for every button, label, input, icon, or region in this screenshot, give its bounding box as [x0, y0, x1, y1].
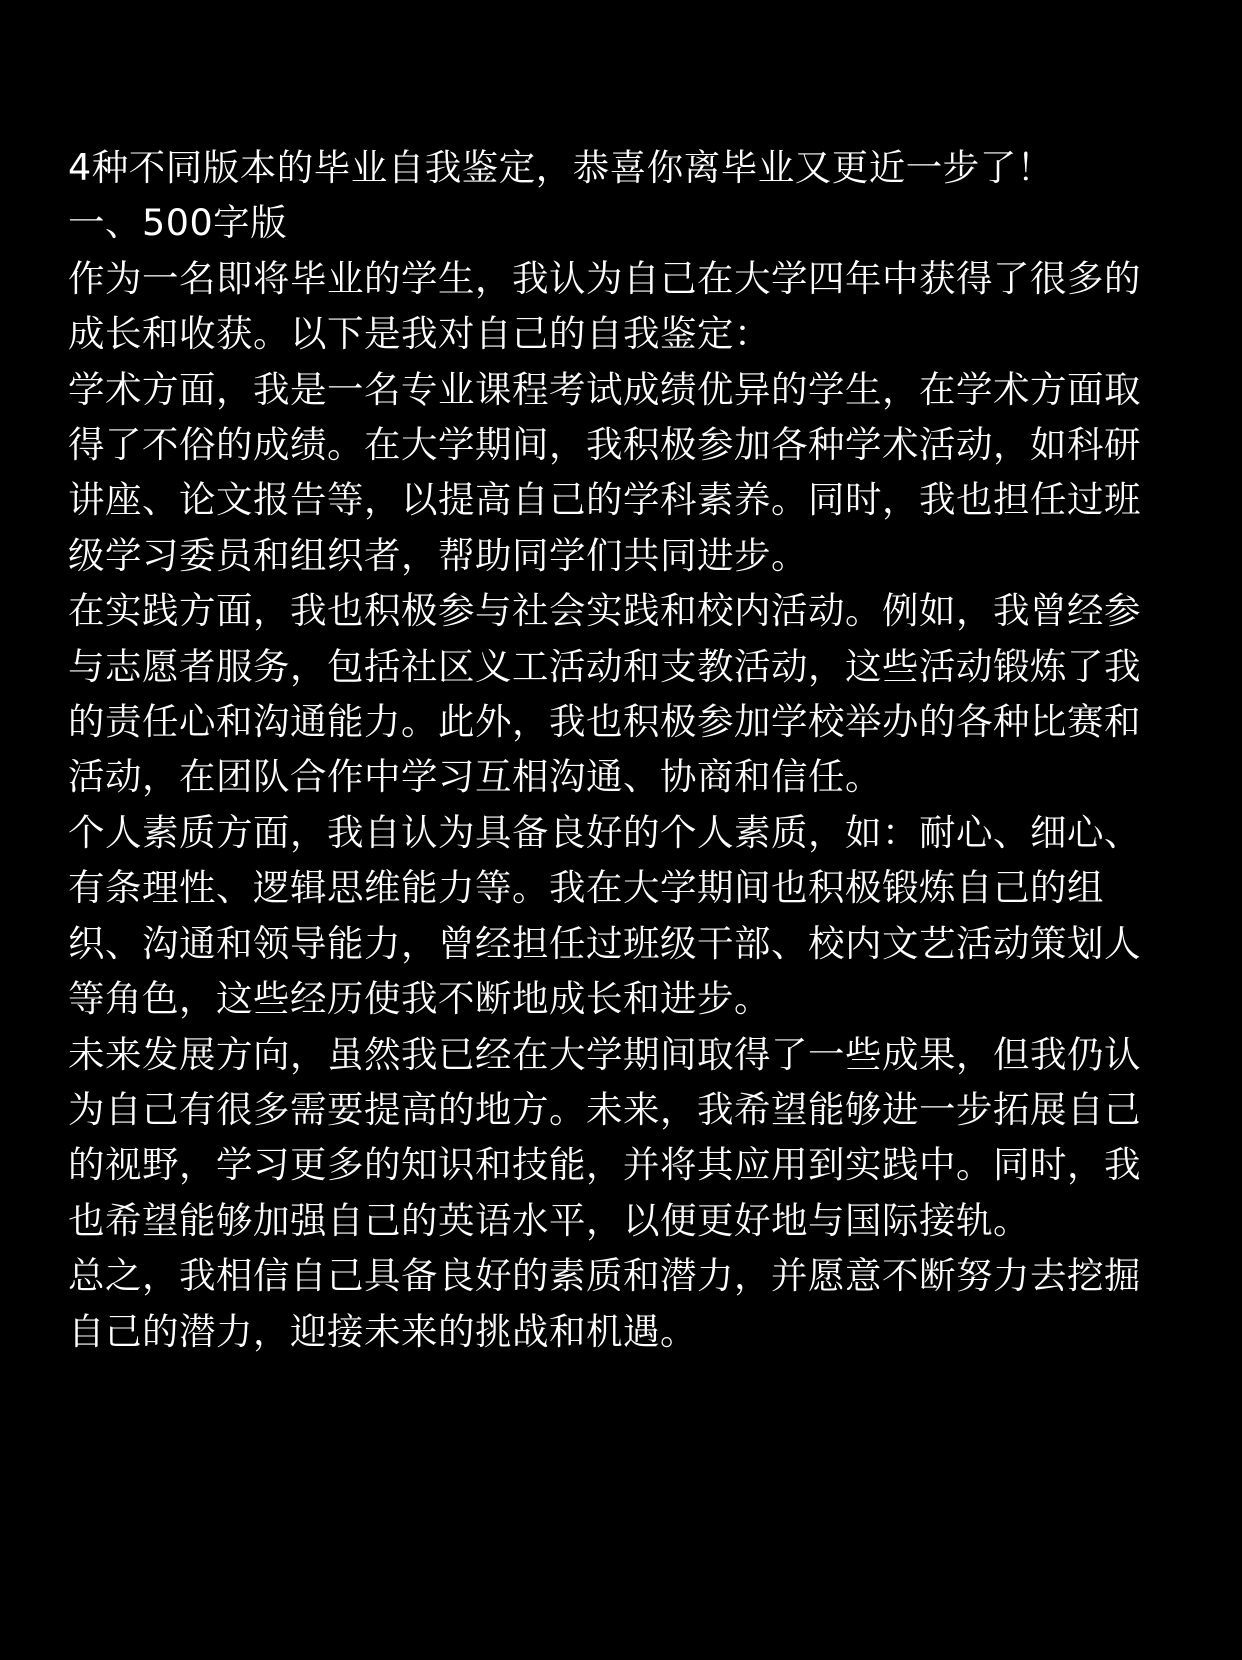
document-heading: 4种不同版本的毕业自我鉴定，恭喜你离毕业又更近一步了！: [68, 146, 1054, 189]
paragraph-academic: 学术方面，我是一名专业课程考试成绩优异的学生，在学术方面取得了不俗的成绩。在大学期间，我积极参加各种学术活动，如科研讲座、论文报告等，以提高自己的学科素养。同时，我也担任过班级学习委员和组织者，帮助同学们共同进步。: [68, 367, 1141, 577]
paragraph-practice: 在实践方面，我也积极参与社会实践和校内活动。例如，我曾经参与志愿者服务，包括社区义工活动和支教活动，这些活动锻炼了我的责任心和沟通能力。此外，我也积极参加学校举办的各种比赛和活动，在团队合作中学习互相沟通、协商和信任。: [68, 589, 1141, 799]
document-body: [68, 140, 1176, 1359]
paragraph-conclusion: 总之，我相信自己具备良好的素质和潜力，并愿意不断努力去挖掘自己的潜力，迎接未来的挑战和机遇。: [68, 1254, 1141, 1353]
paragraph-intro: 作为一名即将毕业的学生，我认为自己在大学四年中获得了很多的成长和收获。以下是我对自己的自我鉴定：: [68, 256, 1141, 356]
paragraph-personal-qualities: 个人素质方面，我自认为具备良好的个人素质，如：耐心、细心、有条理性、逻辑思维能力等。我在大学期间也积极锻炼自己的组织、沟通和领导能力，曾经担任过班级干部、校内文艺活动策划人等角色，这些经历使我不断地成长和进步。: [68, 810, 1141, 1021]
section-title: 一、500字版: [68, 201, 288, 245]
paragraph-future-development: 未来发展方向，虽然我已经在大学期间取得了一些成果，但我仍认为自己有很多需要提高的地方。未来，我希望能够进一步拓展自己的视野，学习更多的知识和技能，并将其应用到实践中。同时，我也希望能够加强自己的英语水平，以便更好地与国际接轨。: [68, 1032, 1141, 1242]
